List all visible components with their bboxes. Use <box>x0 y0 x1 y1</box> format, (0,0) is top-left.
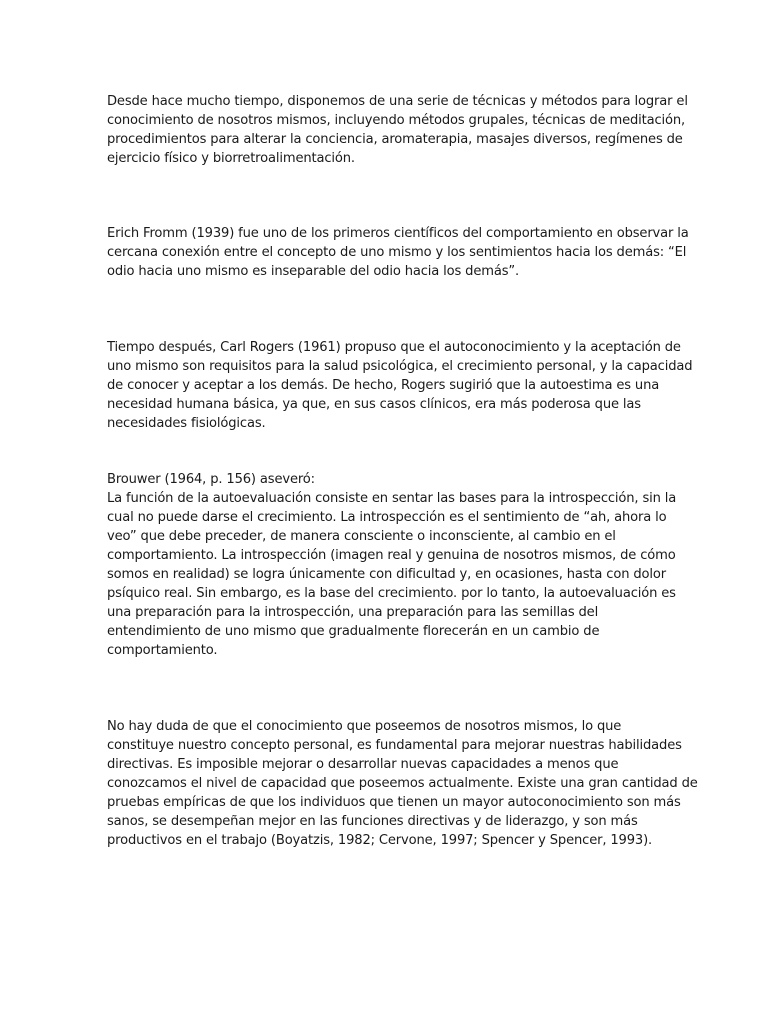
text-line: de conocer y aceptar a los demás. De hecho, Rogers sugirió que la autoestima es una <box>107 378 660 393</box>
text-line: psíquico real. Sin embargo, es la base del crecimiento. por lo tanto, la autoevaluación es <box>107 586 676 601</box>
text-line: Tiempo después, Carl Rogers (1961) propuso que el autoconocimiento y la aceptación de <box>107 340 681 355</box>
text-line: somos en realidad) se logra únicamente con dificultad y, en ocasiones, hasta con dolor <box>107 567 666 582</box>
paragraph-fromm <box>107 224 689 281</box>
text-line: conocimiento de nosotros mismos, incluyendo métodos grupales, técnicas de meditación, <box>107 113 686 128</box>
text-line: cual no puede darse el crecimiento. La introspección es el sentimiento de “ah, ahora lo <box>107 510 667 525</box>
paragraph-techniques <box>107 92 688 168</box>
text-line: sanos, se desempeñan mejor en las funciones directivas y de liderazgo, y son más <box>107 814 638 829</box>
paragraph-self-knowledge <box>107 717 698 850</box>
text-line: comportamiento. La introspección (imagen real y genuina de nosotros mismos, de cómo <box>107 548 676 563</box>
text-line: ejercicio físico y biorretroalimentación. <box>107 151 355 166</box>
text-line: necesidades fisiológicas. <box>107 416 266 431</box>
text-line: directivas. Es imposible mejorar o desarrollar nuevas capacidades a menos que <box>107 757 619 772</box>
text-line: La función de la autoevaluación consiste en sentar las bases para la introspección, sin la <box>107 491 677 506</box>
text-line: uno mismo son requisitos para la salud psicológica, el crecimiento personal, y la capacidad <box>107 359 693 374</box>
text-line: Brouwer (1964, p. 156) aseveró: <box>107 472 315 487</box>
text-line: una preparación para la introspección, una preparación para las semillas del <box>107 605 599 620</box>
text-line: pruebas empíricas de que los individuos que tienen un mayor autoconocimiento son más <box>107 795 681 810</box>
text-line: conozcamos el nivel de capacidad que poseemos actualmente. Existe una gran cantidad de <box>107 776 698 791</box>
text-line: Desde hace mucho tiempo, disponemos de una serie de técnicas y métodos para lograr el <box>107 94 688 109</box>
text-line: cercana conexión entre el concepto de uno mismo y los sentimientos hacia los demás: “El <box>107 245 687 260</box>
text-line: odio hacia uno mismo es inseparable del odio hacia los demás”. <box>107 264 520 279</box>
text-line: entendimiento de uno mismo que gradualmente florecerán en un cambio de <box>107 624 600 639</box>
text-line: comportamiento. <box>107 643 218 658</box>
text-line: veo” que debe preceder, de manera consciente o inconsciente, al cambio en el <box>107 529 616 544</box>
text-line: productivos en el trabajo (Boyatzis, 1982; Cervone, 1997; Spencer y Spencer, 1993). <box>107 833 653 848</box>
text-line: No hay duda de que el conocimiento que poseemos de nosotros mismos, lo que <box>107 719 622 734</box>
paragraph-brouwer <box>107 470 677 660</box>
text-line: procedimientos para alterar la conciencia, aromaterapia, masajes diversos, regímenes de <box>107 132 683 147</box>
text-line: constituye nuestro concepto personal, es fundamental para mejorar nuestras habilidades <box>107 738 682 753</box>
text-line: Erich Fromm (1939) fue uno de los primeros científicos del comportamiento en observar la <box>107 226 689 241</box>
paragraph-rogers <box>107 338 693 433</box>
text-line: necesidad humana básica, ya que, en sus casos clínicos, era más poderosa que las <box>107 397 641 412</box>
